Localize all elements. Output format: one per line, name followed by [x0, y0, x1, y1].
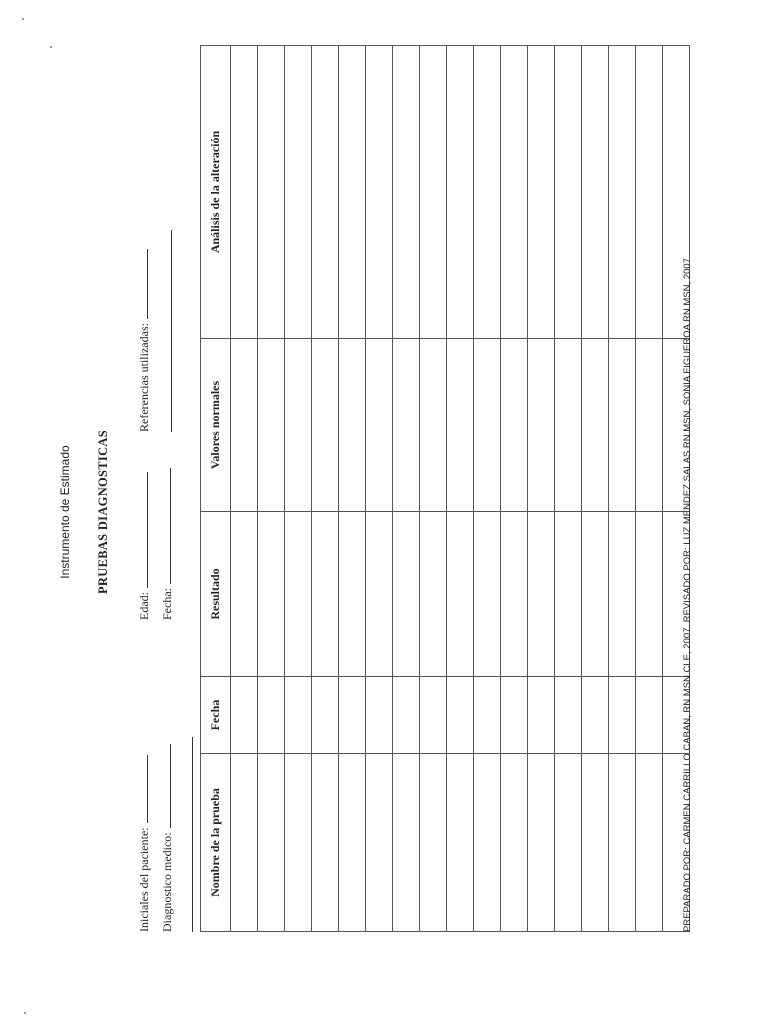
table-cell[interactable]	[501, 754, 528, 932]
table-cell[interactable]	[528, 46, 555, 339]
footer-credit: PREPARADO POR: CARMEN CARRILLO CABAN, RN MSN CLE, 2007. REVISADO POR: LUZ MENDEZ SALAS RN MSN, SONIA FIGUEROA RN MSN, 2007	[682, 258, 693, 932]
references-label: Referencias utilizadas:	[137, 323, 151, 432]
table-cell[interactable]	[582, 339, 609, 512]
table-cell[interactable]	[609, 339, 636, 512]
table-cell[interactable]	[420, 677, 447, 754]
table-cell[interactable]	[285, 677, 312, 754]
table-cell[interactable]	[609, 754, 636, 932]
date-label: Fecha:	[160, 588, 174, 620]
table-row	[582, 46, 609, 932]
table-cell[interactable]	[555, 677, 582, 754]
table-cell[interactable]	[231, 339, 258, 512]
table-cell[interactable]	[555, 46, 582, 339]
table-cell[interactable]	[582, 512, 609, 677]
table-cell[interactable]	[582, 677, 609, 754]
table-cell[interactable]	[312, 339, 339, 512]
table-cell[interactable]	[285, 339, 312, 512]
table-cell[interactable]	[447, 46, 474, 339]
table-cell[interactable]	[366, 677, 393, 754]
date-line	[159, 468, 171, 584]
table-cell[interactable]	[582, 754, 609, 932]
form-subtitle: Instrumento de Estimado	[58, 445, 72, 579]
medical-diagnosis-field[interactable]	[159, 744, 175, 932]
table-cell[interactable]	[582, 46, 609, 339]
table-cell[interactable]	[555, 339, 582, 512]
table-header-row	[201, 46, 231, 932]
table-cell[interactable]	[339, 754, 366, 932]
table-cell[interactable]	[312, 512, 339, 677]
table-cell[interactable]	[636, 754, 663, 932]
table-cell[interactable]	[231, 512, 258, 677]
table-cell[interactable]	[447, 339, 474, 512]
column-header-date: Fecha	[201, 677, 231, 754]
table-cell[interactable]	[339, 339, 366, 512]
column-header-alteration-analysis: Análisis de la alteración	[201, 46, 231, 339]
table-cell[interactable]	[420, 339, 447, 512]
table-cell[interactable]	[366, 512, 393, 677]
table-row	[636, 46, 663, 932]
table-cell[interactable]	[393, 677, 420, 754]
table-cell[interactable]	[609, 677, 636, 754]
table-cell[interactable]	[393, 512, 420, 677]
table-cell[interactable]	[312, 46, 339, 339]
table-cell[interactable]	[258, 754, 285, 932]
table-cell[interactable]	[312, 754, 339, 932]
table-cell[interactable]	[258, 512, 285, 677]
table-cell[interactable]	[474, 677, 501, 754]
table-cell[interactable]	[285, 512, 312, 677]
table-cell[interactable]	[636, 339, 663, 512]
patient-initials-label: Iniciales del paciente:	[137, 827, 151, 932]
table-row	[312, 46, 339, 932]
table-cell[interactable]	[447, 754, 474, 932]
table-cell[interactable]	[285, 46, 312, 339]
table-cell[interactable]	[366, 754, 393, 932]
diagnostic-tests-table	[200, 45, 690, 932]
table-row	[501, 46, 528, 932]
table-cell[interactable]	[528, 339, 555, 512]
table-cell[interactable]	[312, 677, 339, 754]
table-cell[interactable]	[474, 754, 501, 932]
table-cell[interactable]	[393, 754, 420, 932]
table-cell[interactable]	[501, 339, 528, 512]
table-cell[interactable]	[474, 512, 501, 677]
diagnosis-extra-line	[192, 737, 193, 932]
table-cell[interactable]	[258, 339, 285, 512]
table-cell[interactable]	[474, 339, 501, 512]
table-row	[285, 46, 312, 932]
table-row	[366, 46, 393, 932]
table-cell[interactable]	[501, 677, 528, 754]
table-cell[interactable]	[636, 512, 663, 677]
table-cell[interactable]	[231, 46, 258, 339]
form-title: PRUEBAS DIAGNOSTICAS	[96, 429, 110, 595]
column-header-result: Resultado	[201, 512, 231, 677]
table-row	[258, 46, 285, 932]
column-header-test-name: Nombre de la prueba	[201, 754, 231, 932]
table-cell[interactable]	[447, 677, 474, 754]
table-row	[528, 46, 555, 932]
table-cell[interactable]	[393, 46, 420, 339]
medical-diagnosis-line	[159, 744, 171, 828]
table-cell[interactable]	[339, 46, 366, 339]
date-field[interactable]	[159, 468, 175, 620]
table-cell[interactable]	[258, 46, 285, 339]
table-cell[interactable]	[501, 46, 528, 339]
table-cell[interactable]	[231, 677, 258, 754]
table-row	[339, 46, 366, 932]
patient-initials-line	[136, 755, 148, 823]
table-cell[interactable]	[474, 46, 501, 339]
table-row	[420, 46, 447, 932]
table-cell[interactable]	[609, 46, 636, 339]
table-cell[interactable]	[366, 339, 393, 512]
table-cell[interactable]	[636, 46, 663, 339]
column-header-normal-values: Valores normales	[201, 339, 231, 512]
table-cell[interactable]	[393, 339, 420, 512]
references-extra-line	[171, 230, 172, 432]
table-cell[interactable]	[636, 677, 663, 754]
table-cell[interactable]	[447, 512, 474, 677]
age-label: Edad:	[137, 592, 151, 620]
table-cell[interactable]	[555, 512, 582, 677]
age-field[interactable]	[136, 472, 152, 620]
patient-initials-field[interactable]	[136, 755, 152, 932]
table-cell[interactable]	[501, 512, 528, 677]
table-row	[231, 46, 258, 932]
table-cell[interactable]	[339, 512, 366, 677]
age-line	[136, 472, 148, 588]
table-row	[474, 46, 501, 932]
table-cell[interactable]	[366, 46, 393, 339]
references-line	[136, 249, 148, 319]
table-cell[interactable]	[231, 754, 258, 932]
table-cell[interactable]	[528, 754, 555, 932]
table-row	[393, 46, 420, 932]
table-cell[interactable]	[285, 754, 312, 932]
table-cell[interactable]	[528, 677, 555, 754]
table-cell[interactable]	[420, 512, 447, 677]
table-cell[interactable]	[420, 46, 447, 339]
table-row	[447, 46, 474, 932]
table-cell[interactable]	[528, 512, 555, 677]
table-row	[555, 46, 582, 932]
table-cell[interactable]	[555, 754, 582, 932]
table-cell[interactable]	[420, 754, 447, 932]
references-field[interactable]	[136, 249, 152, 432]
table-cell[interactable]	[258, 677, 285, 754]
table-body	[231, 46, 690, 932]
medical-diagnosis-label: Diagnostico medico:	[160, 832, 174, 932]
table-cell[interactable]	[339, 677, 366, 754]
table-row	[609, 46, 636, 932]
table-cell[interactable]	[609, 512, 636, 677]
